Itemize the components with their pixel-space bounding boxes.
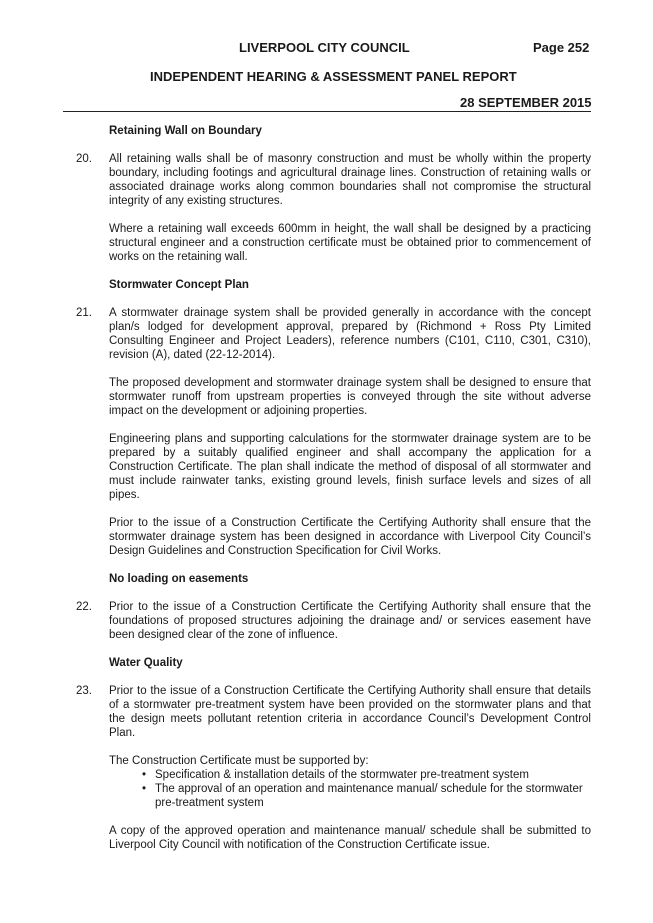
- paragraph: The proposed development and stormwater drainage system shall be designed to ensure that stormwater runoff from upstream properties is conveyed through the site without adverse impact on the development or adjoining properties.: [109, 377, 591, 417]
- section-heading: Retaining Wall on Boundary: [109, 125, 262, 137]
- section-heading: Water Quality: [109, 657, 183, 669]
- section-heading: No loading on easements: [109, 573, 249, 585]
- condition-number: 20.: [76, 153, 92, 165]
- list-intro: The Construction Certificate must be supported by:: [109, 755, 369, 767]
- paragraph: Engineering plans and supporting calculations for the stormwater drainage system are to be prepared by a suitably qualified engineer and shall accompany the application for a Construction Certificate. The plan shall indicate the method of disposal of all stormwater and must include rainwater tanks, existing ground levels, finish surface levels and sizes of all pipes.: [109, 433, 591, 501]
- condition-number: 21.: [76, 307, 92, 319]
- bullet-list: [109, 768, 591, 810]
- list-item: [109, 768, 591, 782]
- council-name: LIVERPOOL CITY COUNCIL: [239, 40, 410, 55]
- section-heading: Stormwater Concept Plan: [109, 279, 249, 291]
- paragraph: Prior to the issue of a Construction Certificate the Certifying Authority shall ensure that the stormwater drainage system has been designed in accordance with Liverpool City Council’s Design Guidelines and Construction Specification for Civil Works.: [109, 517, 591, 557]
- paragraph: Prior to the issue of a Construction Certificate the Certifying Authority shall ensure that details of a stormwater pre-treatment system have been provided on the stormwater plans and that the design meets pollutant retention criteria in accordance Council’s Development Control Plan.: [109, 685, 591, 739]
- paragraph: Where a retaining wall exceeds 600mm in height, the wall shall be designed by a practicing structural engineer and a construction certificate must be obtained prior to commencement of works on the retaining wall.: [109, 223, 591, 263]
- bullet-icon: •: [142, 769, 147, 781]
- report-date: 28 SEPTEMBER 2015: [460, 95, 592, 110]
- document-body: [76, 124, 591, 852]
- list-item-text: The approval of an operation and maintenance manual/ schedule for the stormwater pre-treatment system: [155, 783, 583, 809]
- condition-item: [76, 600, 591, 642]
- page-number: Page 252: [533, 40, 590, 55]
- paragraph: A stormwater drainage system shall be provided generally in accordance with the concept plan/s lodged for development approval, prepared by (Richmond + Ross Pty Limited Consulting Engineer and Project Leaders), reference numbers (C101, C110, C301, C310), revision (A), dated (22-12-2014).: [109, 307, 591, 361]
- condition-item: [76, 306, 591, 362]
- paragraph: Prior to the issue of a Construction Certificate the Certifying Authority shall ensure that the foundations of proposed structures adjoining the drainage and/ or services easement have been designed clear of the zone of influence.: [109, 601, 591, 641]
- condition-number: 23.: [76, 685, 92, 697]
- condition-item: [76, 152, 591, 208]
- paragraph: All retaining walls shall be of masonry construction and must be wholly within the property boundary, including footings and agricultural drainage lines. Construction of retaining walls or associated drainage works along common boundaries shall not compromise the structural integrity of any existing structures.: [109, 153, 591, 207]
- bullet-icon: •: [142, 783, 147, 795]
- condition-item: [76, 684, 591, 740]
- condition-number: 22.: [76, 601, 92, 613]
- list-item: [109, 782, 591, 810]
- list-item-text: Specification & installation details of the stormwater pre-treatment system: [155, 769, 529, 781]
- paragraph: A copy of the approved operation and maintenance manual/ schedule shall be submitted to Liverpool City Council with notification of the Construction Certificate issue.: [109, 825, 591, 851]
- report-title: INDEPENDENT HEARING & ASSESSMENT PANEL REPORT: [150, 69, 517, 84]
- header-rule: [63, 111, 591, 112]
